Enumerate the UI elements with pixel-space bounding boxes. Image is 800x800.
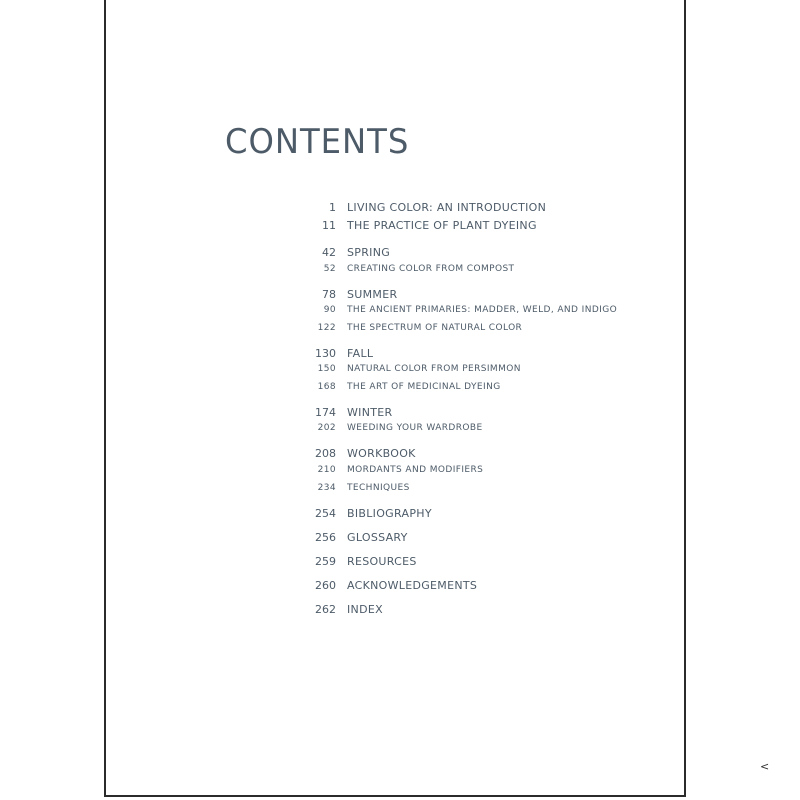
toc-page-number: 254 — [315, 507, 336, 520]
toc-entry — [106, 602, 684, 618]
toc-entry — [106, 346, 684, 362]
toc-entry-label: RESOURCES — [347, 555, 417, 568]
toc-page-number: 168 — [317, 382, 336, 392]
toc-entry — [106, 245, 684, 261]
toc-entry — [106, 261, 684, 277]
toc-page-number: 208 — [315, 447, 336, 460]
toc-entry-label: SUMMER — [347, 288, 398, 301]
toc-entry-label: WORKBOOK — [347, 447, 416, 460]
toc-entry — [106, 200, 684, 216]
toc-entry-label: CREATING COLOR FROM COMPOST — [347, 264, 515, 274]
toc-entry — [106, 287, 684, 303]
toc-page-number: 256 — [315, 531, 336, 544]
toc-entry — [106, 320, 684, 336]
toc-entry — [106, 554, 684, 570]
book-page — [104, 0, 770, 797]
toc-entry — [106, 379, 684, 395]
toc-entry — [106, 405, 684, 421]
toc-entry — [106, 578, 684, 594]
toc-page-number: 259 — [315, 555, 336, 568]
toc-entry-label: THE PRACTICE OF PLANT DYEING — [347, 219, 537, 232]
toc-entry-label: THE SPECTRUM OF NATURAL COLOR — [347, 323, 523, 333]
toc-page-number: 42 — [322, 246, 336, 259]
toc-entry — [106, 302, 684, 318]
toc-entry — [106, 446, 684, 462]
toc-entry-label: INDEX — [347, 603, 383, 616]
toc-entry-label: BIBLIOGRAPHY — [347, 507, 432, 520]
toc-entry-label: SPRING — [347, 246, 391, 259]
toc-page-number: 260 — [315, 579, 336, 592]
toc-page-number: 130 — [315, 347, 336, 360]
corner-mark: < — [760, 760, 770, 773]
toc-entry-label: THE ART OF MEDICINAL DYEING — [347, 382, 501, 392]
toc-entry-label: GLOSSARY — [347, 531, 408, 544]
toc-page-number: 11 — [322, 219, 336, 232]
toc-page-number: 262 — [315, 603, 336, 616]
toc-page-number: 150 — [317, 364, 336, 374]
toc-page-number: 52 — [323, 264, 336, 274]
toc-entry — [106, 530, 684, 546]
toc-entry — [106, 462, 684, 478]
toc-entry — [106, 361, 684, 377]
toc-entry — [106, 420, 684, 436]
toc-page-number: 122 — [317, 323, 336, 333]
toc-entry — [106, 506, 684, 522]
toc-page-number: 174 — [315, 406, 336, 419]
toc-page-number: 90 — [323, 305, 336, 315]
toc-entry-label: LIVING COLOR: AN INTRODUCTION — [347, 201, 547, 214]
toc-entry-label: THE ANCIENT PRIMARIES: MADDER, WELD, AND INDIGO — [347, 305, 618, 315]
toc-page-number: 202 — [317, 423, 336, 433]
toc-entry-label: MORDANTS AND MODIFIERS — [347, 465, 484, 475]
page-title: CONTENTS — [225, 122, 410, 162]
toc-page-number: 210 — [317, 465, 336, 475]
toc-entry-label: ACKNOWLEDGEMENTS — [347, 579, 478, 592]
toc-entry-label: WEEDING YOUR WARDROBE — [347, 423, 483, 433]
toc-page-number: 1 — [329, 201, 336, 214]
toc-page-number: 78 — [322, 288, 336, 301]
toc-entry — [106, 480, 684, 496]
toc-entry — [106, 218, 684, 234]
toc-entry-label: FALL — [347, 347, 374, 360]
toc-entry-label: NATURAL COLOR FROM PERSIMMON — [347, 364, 521, 374]
toc-page-number: 234 — [317, 483, 336, 493]
toc-entry-label: WINTER — [347, 406, 393, 419]
table-of-contents — [106, 0, 684, 795]
toc-entry-label: TECHNIQUES — [347, 483, 410, 493]
